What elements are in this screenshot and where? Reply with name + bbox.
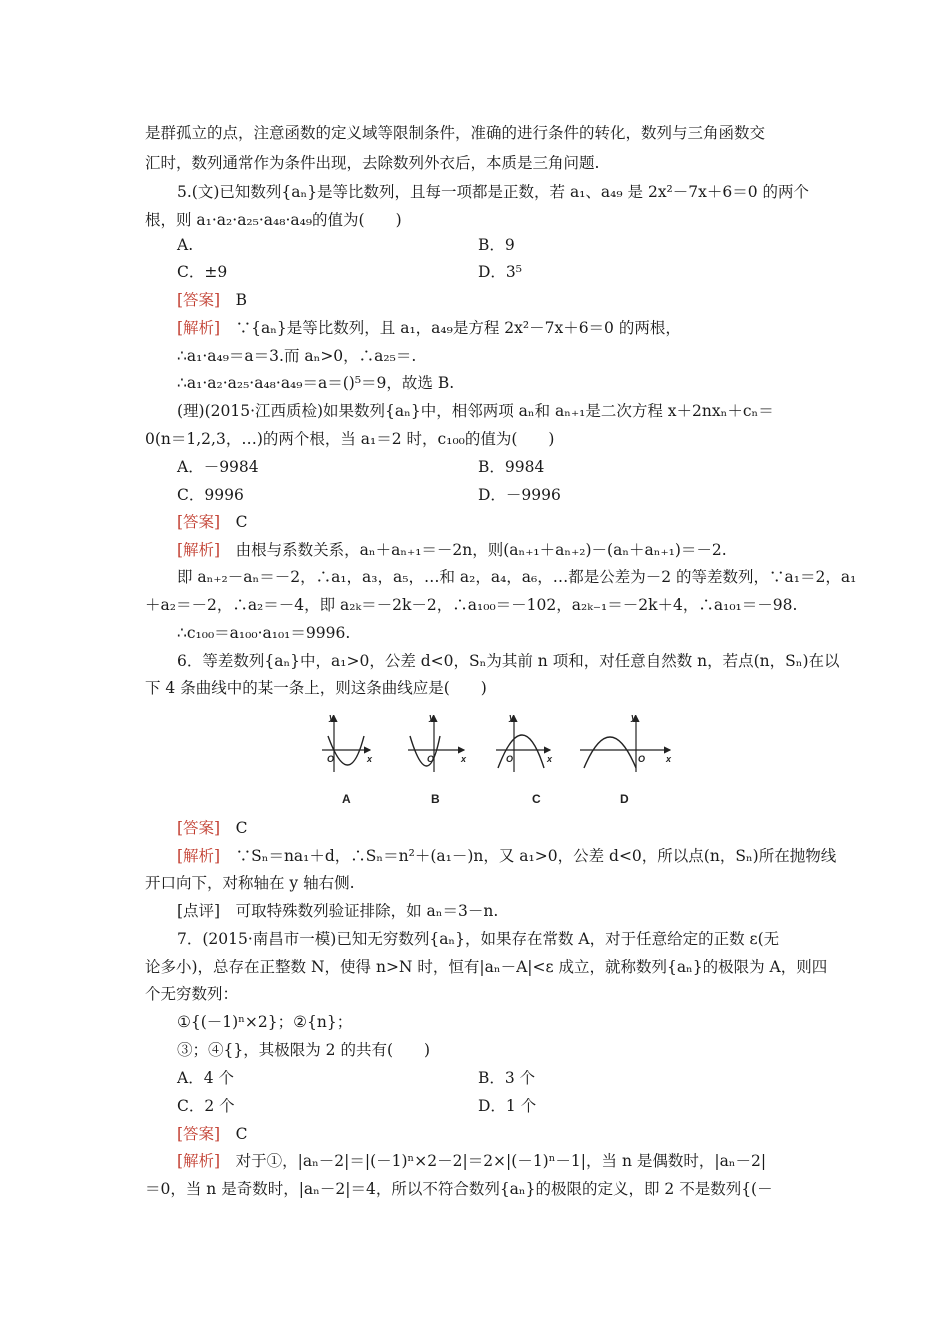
- analysis-tag: [解析]: [177, 541, 221, 559]
- axis-x-label: x: [547, 754, 553, 764]
- text-line: ③；④{}，其极限为 2 的共有( ): [177, 1041, 431, 1059]
- answer-tag: [答案]: [177, 819, 221, 837]
- text-line: 根，则 a₁·a₂·a₂₅·a₄₈·a₄₉的值为( ): [145, 211, 402, 229]
- comment-line: [177, 901, 498, 921]
- text-line: ∴a₁·a₄₉＝a＝3.而 aₙ>0，∴a₂₅＝.: [177, 347, 417, 365]
- analysis-tag: [解析]: [177, 1152, 221, 1170]
- analysis-text: 由根与系数关系，aₙ＋aₙ₊₁＝－2n，则(aₙ₊₁＋aₙ₊₂)－(aₙ＋aₙ₊₁)＝－2.: [235, 541, 727, 559]
- graph-a: [322, 712, 373, 806]
- comment-text: 可取特殊数列验证排除，如 aₙ＝3－n.: [235, 902, 499, 920]
- text-line: 论多小)，总存在正整数 N，使得 n>N 时，恒有|aₙ－A|<ε 成立，就称数列{aₙ}的极限为 A，则四: [145, 958, 828, 976]
- graph-c: [496, 712, 553, 806]
- answer-value: C: [235, 1125, 248, 1143]
- option-c: C．2 个: [177, 1097, 235, 1115]
- origin-label: O: [638, 754, 646, 764]
- option-c: C．±9: [177, 263, 228, 281]
- text-line: ＋a₂＝－2，∴a₂＝－4，即 a₂ₖ＝－2k－2，∴a₁₀₀＝－102，a₂ₖ₋₁＝－2k＋4，∴a₁₀₁＝－98.: [145, 596, 798, 614]
- answer-line: [177, 512, 248, 532]
- question-5-line: 5.(文)已知数列{aₙ}是等比数列，且每一项都是正数，若 a₁、a₄₉ 是 2x²－7x＋6＝0 的两个: [177, 183, 810, 201]
- text-line: ＝0，当 n 是奇数时，|aₙ－2|＝4，所以不符合数列{aₙ}的极限的定义，即 2 不是数列{(－: [145, 1180, 773, 1198]
- analysis-line: [177, 540, 727, 560]
- answer-value: C: [235, 513, 248, 531]
- answer-line: [177, 818, 248, 838]
- graph-d-label: D: [620, 792, 629, 806]
- option-d: D．－9996: [478, 486, 561, 504]
- option-a: A．4 个: [177, 1069, 234, 1087]
- graph-d: [580, 712, 672, 806]
- option-a: [177, 235, 193, 255]
- text-line: 个无穷数列：: [145, 985, 239, 1003]
- graph-c-label: C: [532, 792, 541, 806]
- option-a: A．－9984: [177, 458, 259, 476]
- axis-y-label: y: [509, 712, 515, 722]
- text-line: ∴a₁·a₂·a₂₅·a₄₈·a₄₉＝a＝()⁵＝9，故选 B.: [177, 374, 455, 392]
- graph-a-label: A: [342, 792, 351, 806]
- text-line: 即 aₙ₊₂－aₙ＝－2，∴a₁，a₃，a₅，…和 a₂，a₄，a₆，…都是公差为－2 的等差数列，∵a₁＝2，a₁: [177, 568, 857, 586]
- option-d: D．3⁵: [478, 263, 523, 281]
- text-line: ①{(－1)ⁿ×2}；②{n}；: [177, 1013, 353, 1031]
- answer-tag: [答案]: [177, 513, 221, 531]
- option-c: C．9996: [177, 486, 244, 504]
- axis-y-label: y: [429, 712, 435, 722]
- analysis-tag: [解析]: [177, 847, 221, 865]
- parabola-graphs-figure: [318, 710, 678, 810]
- answer-value: B: [235, 291, 248, 309]
- answer-tag: [答案]: [177, 291, 221, 309]
- question-5-li-line: (理)(2015·江西质检)如果数列{aₙ}中，相邻两项 aₙ和 aₙ₊₁是二次方程 x＋2nxₙ＋cₙ＝: [177, 402, 774, 420]
- answer-line: [177, 290, 247, 310]
- option-d: D．1 个: [478, 1097, 537, 1115]
- axis-y-label: y: [329, 712, 335, 722]
- analysis-tag: [解析]: [177, 319, 221, 337]
- text-line: 下 4 条曲线中的某一条上，则这条曲线应是( ): [145, 679, 487, 697]
- analysis-line: [177, 846, 836, 866]
- comment-tag: [点评]: [177, 902, 221, 920]
- axis-x-label: x: [367, 754, 373, 764]
- axis-y-label: y: [631, 712, 637, 722]
- text-line: ∴c₁₀₀＝a₁₀₀·a₁₀₁＝9996.: [177, 624, 351, 642]
- axis-x-label: x: [666, 754, 672, 764]
- text-line: 是群孤立的点，注意函数的定义域等限制条件，准确的进行条件的转化，数列与三角函数交: [145, 124, 766, 142]
- text-line: 0(n＝1,2,3，…)的两个根，当 a₁＝2 时，c₁₀₀的值为( ): [145, 430, 555, 448]
- graph-b: [408, 712, 467, 806]
- option-a-text: A.: [177, 236, 194, 254]
- origin-label: O: [506, 754, 514, 764]
- text-line: 开口向下，对称轴在 y 轴右侧.: [145, 874, 355, 892]
- analysis-text: 对于①，|aₙ－2|＝|(－1)ⁿ×2－2|＝2×|(－1)ⁿ－1|，当 n 是偶数时，|aₙ－2|: [235, 1152, 767, 1170]
- answer-tag: [答案]: [177, 1125, 221, 1143]
- origin-label: O: [427, 754, 435, 764]
- option-b: B．3 个: [478, 1069, 536, 1087]
- answer-line: [177, 1124, 248, 1144]
- question-6-line: 6．等差数列{aₙ}中，a₁>0，公差 d<0，Sₙ为其前 n 项和，对任意自然数 n，若点(n，Sₙ)在以: [177, 652, 840, 670]
- origin-label: O: [327, 754, 335, 764]
- answer-value: C: [235, 819, 248, 837]
- analysis-line: [177, 1151, 766, 1171]
- text-line: 汇时，数列通常作为条件出现，去除数列外衣后，本质是三角问题.: [145, 154, 600, 172]
- question-7-line: 7．(2015·南昌市一模)已知无穷数列{aₙ}，如果存在常数 A，对于任意给定的正数 ε(无: [177, 930, 780, 948]
- analysis-text: ∵Sₙ＝na₁＋d，∴Sₙ＝n²＋(a₁－)n，又 a₁>0，公差 d<0，所以点(n，Sₙ)所在抛物线: [235, 847, 837, 865]
- axis-x-label: x: [461, 754, 467, 764]
- analysis-text: ∵{aₙ}是等比数列，且 a₁，a₄₉是方程 2x²－7x＋6＝0 的两根，: [235, 319, 681, 337]
- analysis-line: [177, 318, 681, 338]
- option-b: B．9: [478, 236, 515, 254]
- option-b: B．9984: [478, 458, 545, 476]
- graph-b-label: B: [431, 792, 440, 806]
